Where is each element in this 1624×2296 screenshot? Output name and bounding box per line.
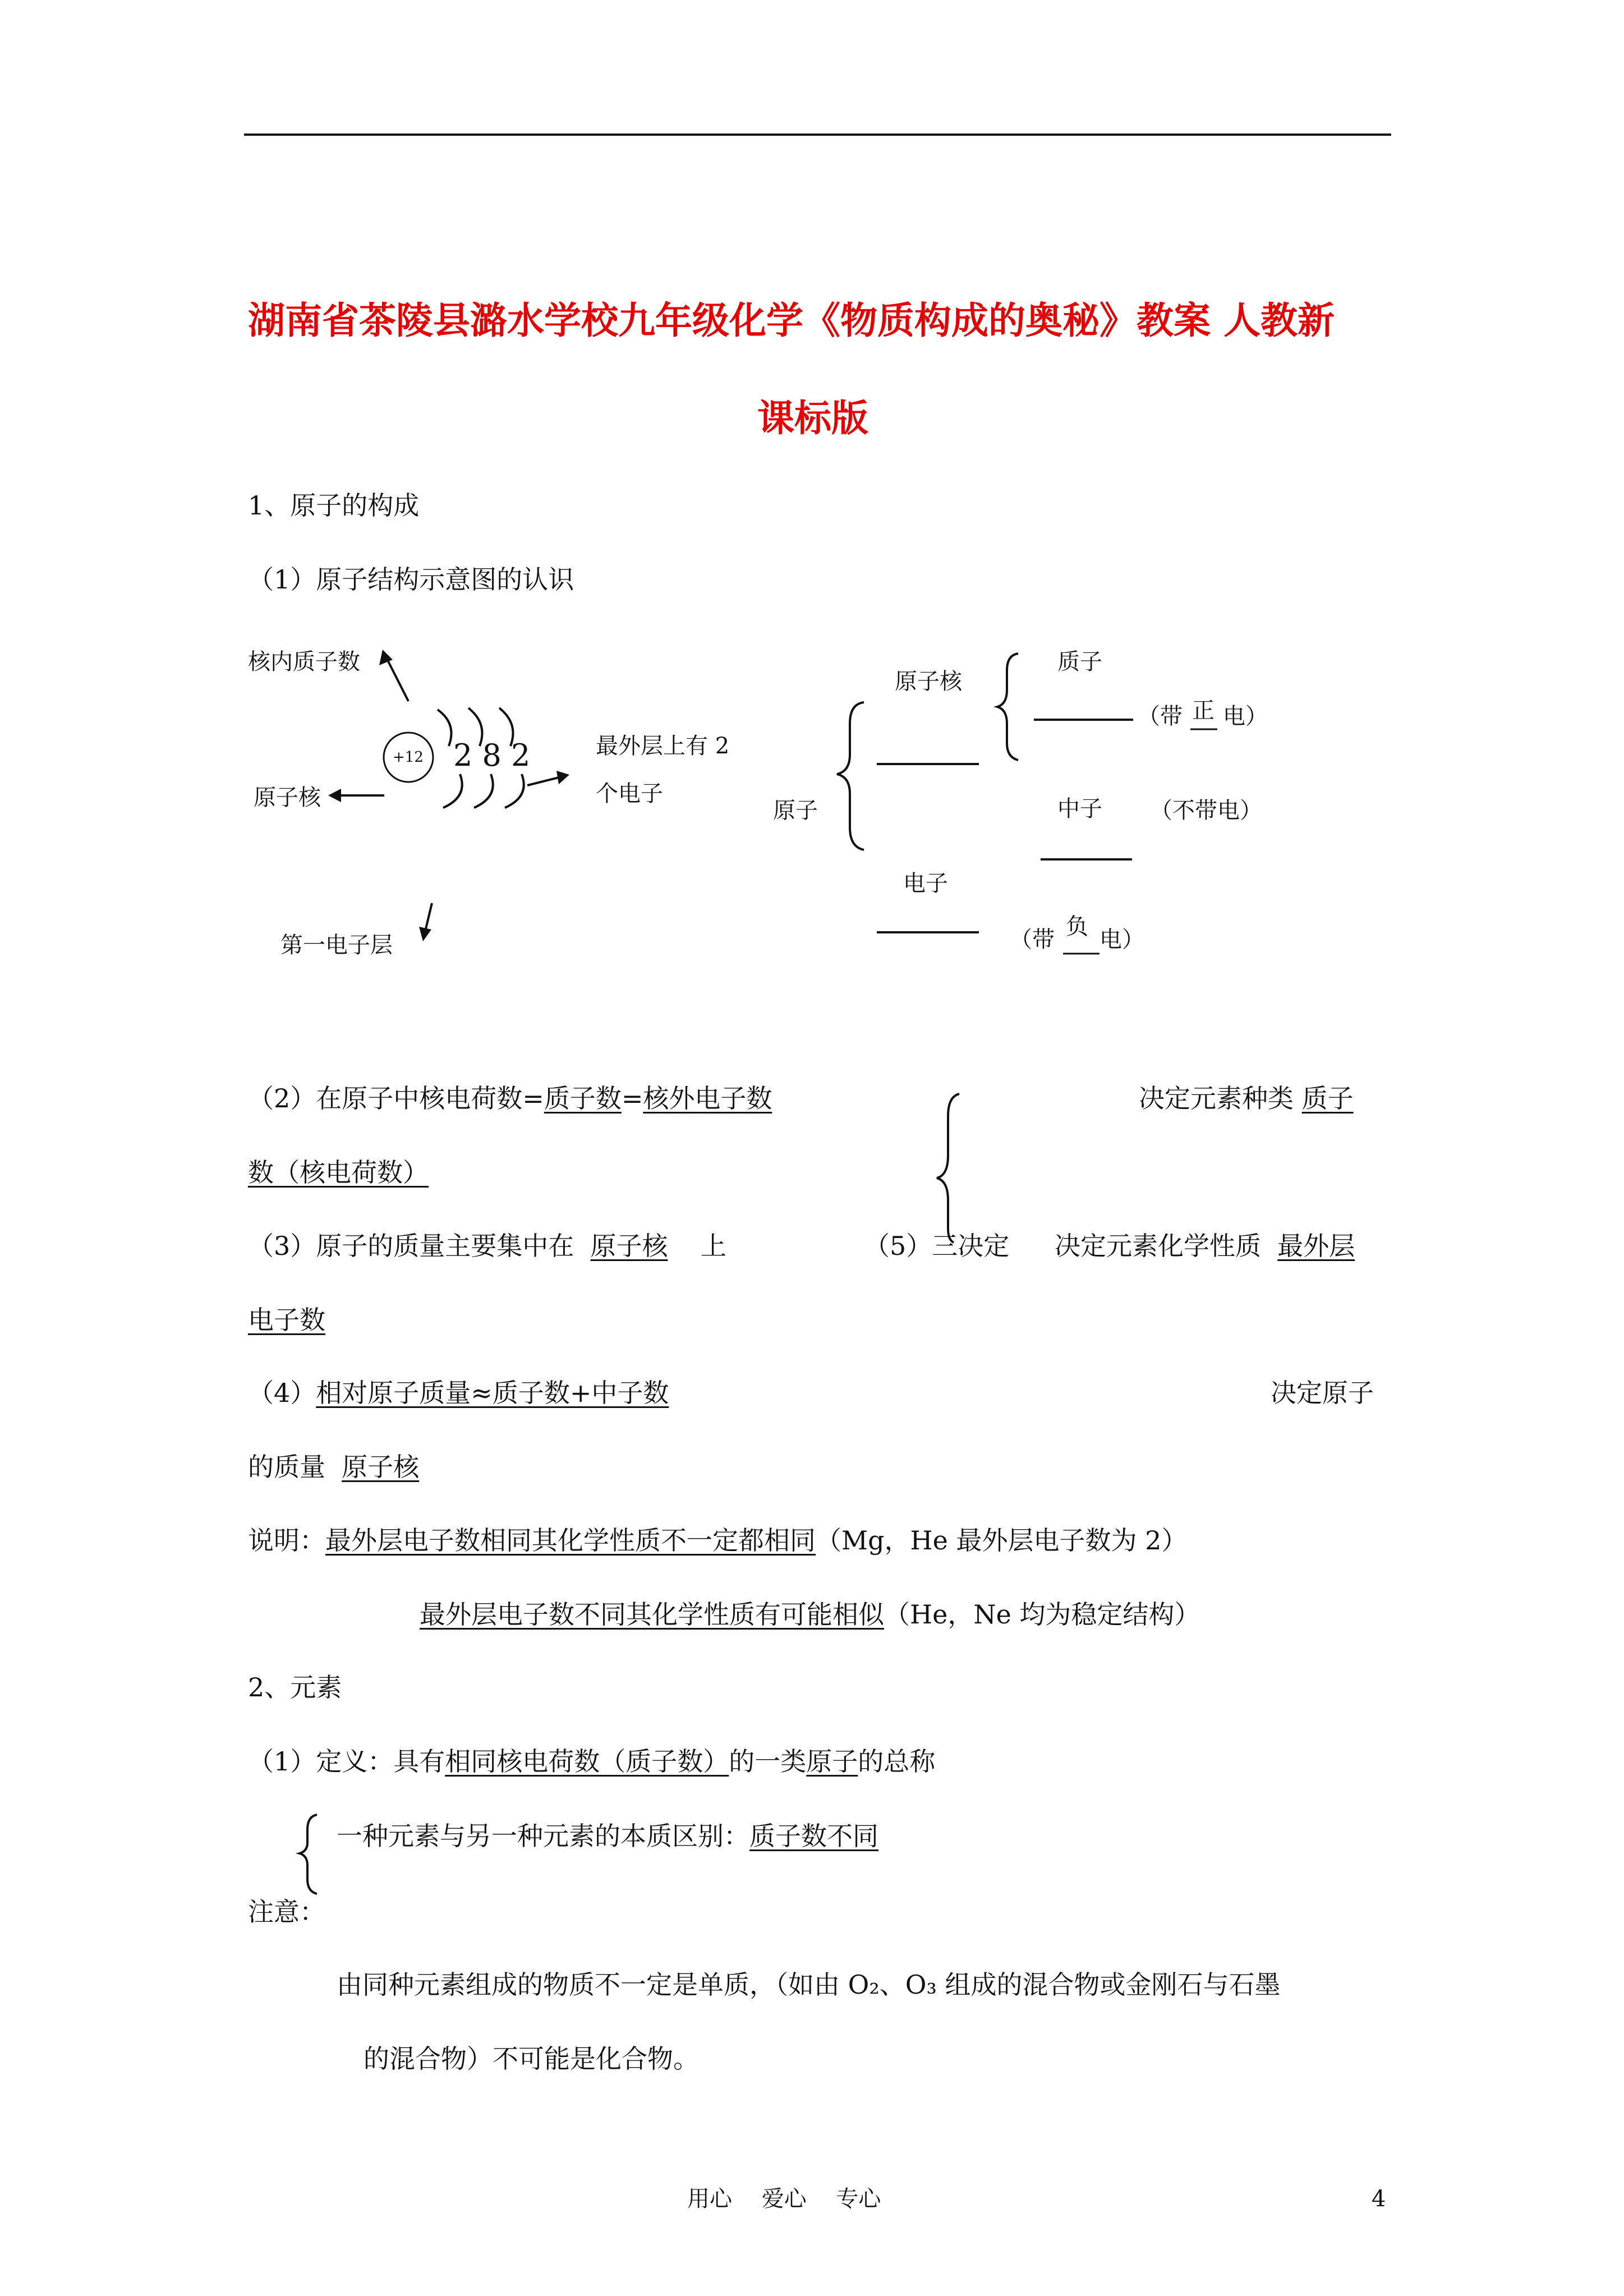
tree-electron-charge-prefix: （带 (1010, 927, 1055, 953)
attention-2-line1: 由同种元素组成的物质不一定是单质，（如由 O₂、O₃ 组成的混合物或金刚石与石墨 (337, 1970, 1281, 2000)
note-1-underlined: 最外层电子数相同其化学性质不一定都相同 (325, 1525, 816, 1556)
three-decide-label: （5）三决定 (864, 1231, 1010, 1261)
arrow-head-first-shell (419, 927, 431, 941)
point-3 (248, 1233, 726, 1259)
decide-mass-label: 决定原子 (1271, 1378, 1374, 1408)
arrow-head-nucleus (328, 789, 341, 802)
point-4 (248, 1380, 669, 1406)
note-1-rest: （Mg，He 最外层电子数为 2） (816, 1525, 1188, 1556)
shell-arc-2-bottom (474, 774, 493, 808)
section2-heading: 2、元素 (248, 1672, 342, 1703)
tree-neutron: 中子 (1057, 796, 1102, 822)
tree-proton-charge: 正 (1192, 698, 1214, 724)
page-number: 4 (1372, 2186, 1386, 2212)
def-underlined-2: 原子 (806, 1746, 858, 1777)
point-4-value: 相对原子质量≈质子数+中子数 (316, 1378, 669, 1408)
decide-mass-value: 原子核 (342, 1452, 420, 1482)
point-2-prefix: （2）在原子中核电荷数= (248, 1083, 544, 1114)
attention-label: 注意： (248, 1897, 325, 1927)
label-nucleus: 原子核 (254, 785, 321, 811)
def-underlined-1: 相同核电荷数（质子数） (445, 1746, 729, 1777)
point-2-proton: 质子数 (544, 1083, 622, 1114)
tree-neutron-charge: （不带电） (1150, 798, 1262, 823)
def-suffix: 的总称 (858, 1746, 936, 1777)
decide-chem-value: 最外层 (1277, 1231, 1355, 1261)
document-title-line2: 课标版 (757, 396, 868, 440)
point-2 (248, 1083, 772, 1114)
shell-arc-3-bottom (505, 774, 524, 808)
def-mid: 的一类 (729, 1746, 807, 1777)
point-2-eq: = (621, 1083, 643, 1114)
nucleus-brace (997, 654, 1018, 760)
note-2-rest: （He，Ne 均为稳定结构） (884, 1599, 1200, 1630)
attn1-prefix: 一种元素与另一种元素的本质区别： (337, 1821, 749, 1851)
tree-electron-charge: 负 (1066, 914, 1088, 940)
attention-2-line2: 的混合物）不可能是化合物。 (364, 2044, 699, 2074)
decide-mass (248, 1454, 419, 1480)
point-4-prefix: （4） (248, 1378, 316, 1408)
arrow-head-proton (379, 650, 393, 665)
attention-1 (337, 1823, 878, 1849)
decide-type-cont: 数（核电荷数） (248, 1157, 429, 1188)
def-prefix: （1）定义：具有 (248, 1746, 445, 1777)
shell-arc-1-bottom (443, 774, 462, 808)
decide-type (1139, 1083, 1354, 1114)
point-2-electrons: 核外电子数 (643, 1083, 772, 1114)
shell-arc-1-top (438, 710, 452, 746)
tree-proton-charge-suffix: 电） (1223, 703, 1268, 729)
note-2 (420, 1599, 1200, 1630)
atom-brace (837, 702, 864, 850)
tree-nucleus: 原子核 (895, 669, 962, 694)
section1-sub1: （1）原子结构示意图的认识 (248, 564, 574, 595)
document-title-line1: 湖南省茶陵县潞水学校九年级化学《物质构成的奥秘》教案 人教新 (248, 298, 1335, 342)
tree-atom: 原子 (773, 798, 818, 823)
tree-electron: 电子 (903, 871, 948, 896)
label-first-shell: 第一电子层 (280, 932, 393, 958)
section1-heading: 1、原子的构成 (248, 490, 420, 521)
tree-proton: 质子 (1057, 649, 1102, 675)
element-definition (248, 1746, 936, 1777)
decide-type-label: 决定元素种类 (1139, 1083, 1294, 1114)
label-outer-shell: 最外层上有 2 (596, 733, 730, 759)
point-3-suffix: 上 (701, 1231, 727, 1261)
decide-chem-label: 决定元素化学性质 (1055, 1231, 1261, 1261)
tree-proton-charge-prefix: （带 (1138, 703, 1183, 729)
label-outer-shell-2: 个电子 (596, 781, 663, 807)
three-decide-brace (937, 1094, 959, 1243)
decide-mass-cont: 的质量 (248, 1452, 325, 1482)
tree-electron-charge-suffix: 电） (1099, 927, 1144, 953)
point-3-prefix: （3）原子的质量主要集中在 (248, 1231, 574, 1261)
nucleus-charge-label: +12 (393, 749, 424, 766)
note-label: 说明： (248, 1525, 325, 1556)
arrow-head-outer (556, 771, 569, 784)
label-proton-count: 核内质子数 (248, 649, 360, 675)
decide-chem-cont: 电子数 (248, 1305, 325, 1335)
point-3-value: 原子核 (590, 1231, 668, 1261)
note-1 (248, 1525, 1188, 1556)
attention-brace (300, 1815, 317, 1894)
attn1-value: 质子数不同 (749, 1821, 878, 1851)
footer-motto: 用心 爱心 专心 (687, 2186, 881, 2212)
note-2-underlined: 最外层电子数不同其化学性质有可能相似 (420, 1599, 884, 1630)
decide-chem (1055, 1233, 1355, 1259)
electron-shells-label: 2 8 2 (453, 738, 531, 773)
decide-type-value: 质子 (1301, 1083, 1354, 1114)
